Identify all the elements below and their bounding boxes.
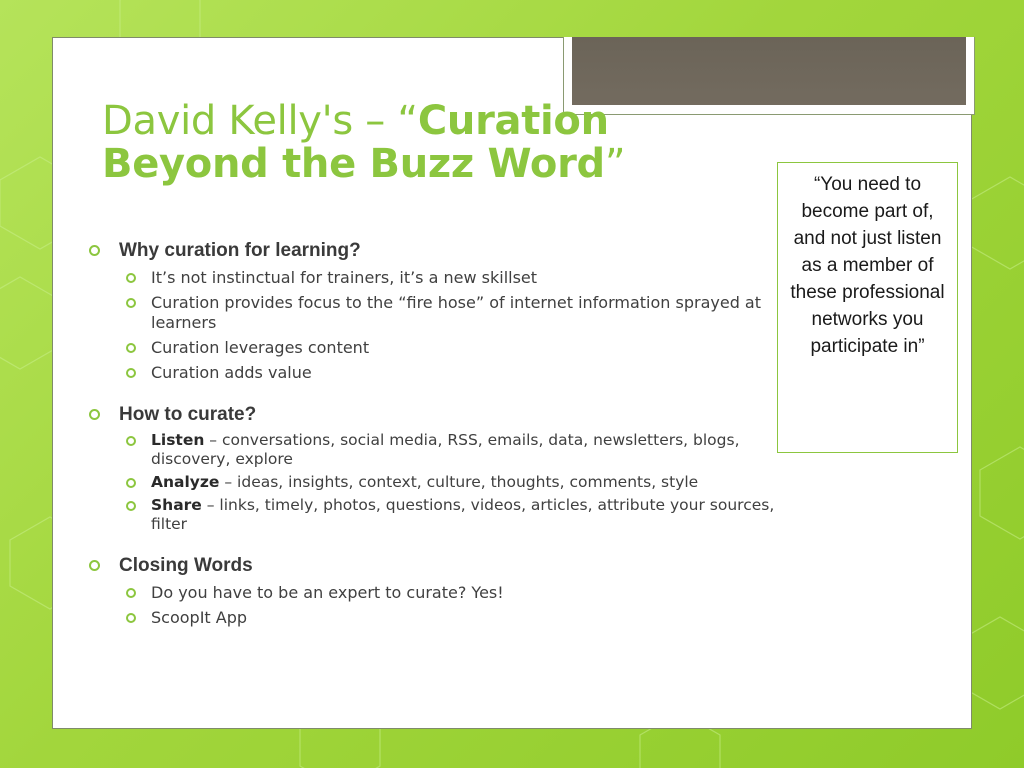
bullet-icon [89, 409, 100, 420]
section-heading: How to curate? [89, 403, 779, 427]
section-heading: Why curation for learning? [89, 239, 779, 263]
list-item: ScoopIt App [89, 608, 779, 628]
bullet-icon [89, 245, 100, 256]
title-prefix: David Kelly's – “ [102, 98, 418, 144]
slide-title [102, 100, 742, 186]
bullet-icon [126, 343, 136, 353]
bullet-icon [126, 273, 136, 283]
title-emphasis: Curation Beyond the Buzz Word [102, 98, 609, 187]
bullet-icon [126, 298, 136, 308]
slide-card [52, 37, 972, 729]
list-item: Curation provides focus to the “fire hose” of internet information sprayed at learners [89, 293, 779, 333]
bullet-icon [126, 478, 136, 488]
quote-box [777, 162, 958, 453]
bullet-icon [126, 501, 136, 511]
list-item: It’s not instinctual for trainers, it’s a new skillset [89, 268, 779, 288]
list-item: Share – links, timely, photos, questions, videos, articles, attribute your sources, filter [89, 496, 779, 534]
bullet-icon [126, 613, 136, 623]
list-item: Listen – conversations, social media, RSS, emails, data, newsletters, blogs, discovery, explore [89, 431, 779, 469]
bullet-icon [89, 560, 100, 571]
bullet-icon [126, 436, 136, 446]
title-suffix: ” [604, 141, 626, 187]
bullet-icon [126, 588, 136, 598]
section-heading: Closing Words [89, 554, 779, 578]
list-item: Curation leverages content [89, 338, 779, 358]
list-item: Do you have to be an expert to curate? Yes! [89, 583, 779, 603]
header-photo [572, 37, 966, 105]
bullet-icon [126, 368, 136, 378]
list-item: Analyze – ideas, insights, context, culture, thoughts, comments, style [89, 473, 779, 492]
bullet-content [89, 239, 779, 628]
list-item: Curation adds value [89, 363, 779, 383]
quote-text: “You need to become part of, and not just listen as a member of these professional networks you participate in” [790, 174, 945, 357]
